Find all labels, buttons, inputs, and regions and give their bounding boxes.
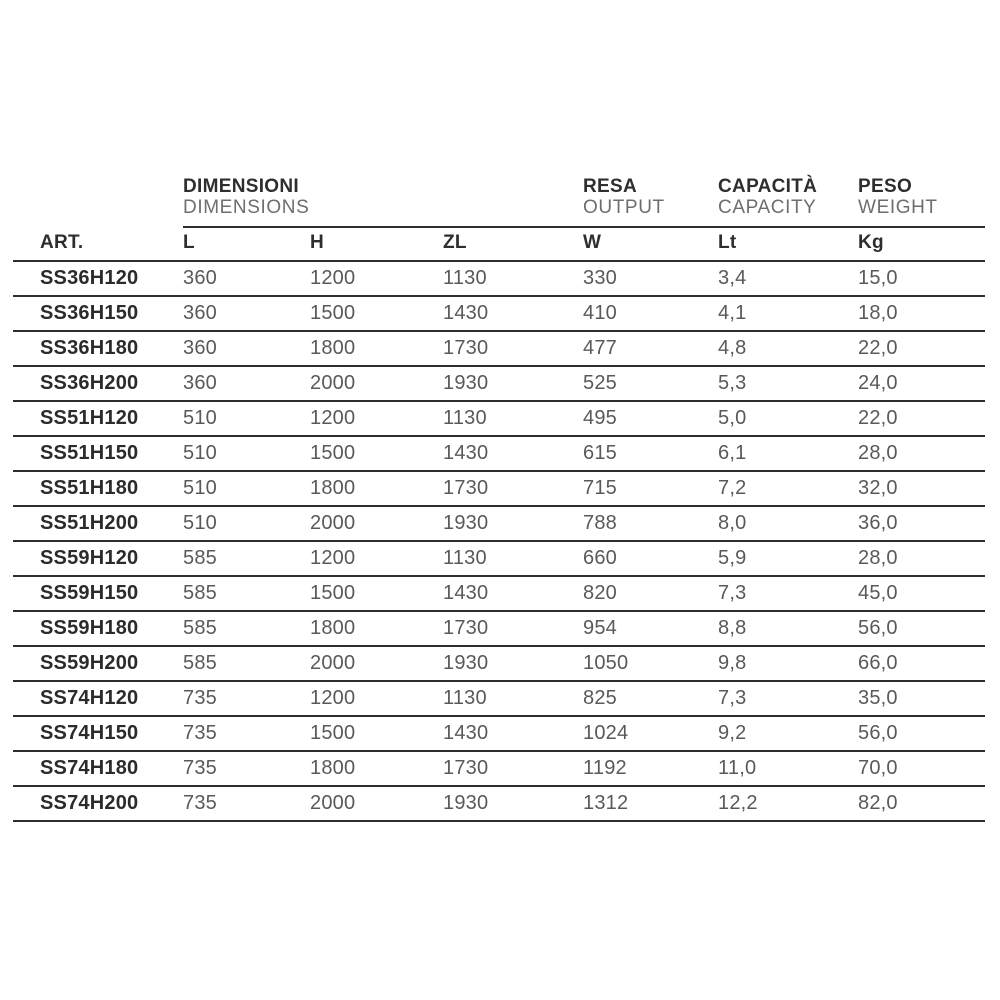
cell-h: 1800 bbox=[310, 331, 443, 366]
cell-h: 1500 bbox=[310, 576, 443, 611]
cell-kg: 24,0 bbox=[858, 366, 985, 401]
cell-w: 820 bbox=[583, 576, 718, 611]
cell-kg: 35,0 bbox=[858, 681, 985, 716]
cell-art: SS74H120 bbox=[13, 681, 183, 716]
cell-w: 954 bbox=[583, 611, 718, 646]
cell-l: 510 bbox=[183, 506, 310, 541]
cell-lt: 4,1 bbox=[718, 296, 858, 331]
cell-w: 1192 bbox=[583, 751, 718, 786]
cell-w: 660 bbox=[583, 541, 718, 576]
table-header bbox=[13, 172, 985, 261]
cell-l: 360 bbox=[183, 331, 310, 366]
cell-art: SS51H120 bbox=[13, 401, 183, 436]
cell-zl: 1430 bbox=[443, 576, 583, 611]
cell-art: SS59H120 bbox=[13, 541, 183, 576]
cell-lt: 7,3 bbox=[718, 681, 858, 716]
cell-lt: 5,0 bbox=[718, 401, 858, 436]
cell-zl: 1130 bbox=[443, 541, 583, 576]
group-header-dimensions-secondary: DIMENSIONS bbox=[183, 197, 310, 218]
cell-kg: 32,0 bbox=[858, 471, 985, 506]
column-header-w: W bbox=[583, 227, 718, 261]
table-row bbox=[13, 436, 985, 471]
cell-w: 1050 bbox=[583, 646, 718, 681]
cell-l: 585 bbox=[183, 541, 310, 576]
group-header-weight-primary: PESO bbox=[858, 176, 913, 197]
cell-h: 2000 bbox=[310, 646, 443, 681]
cell-lt: 12,2 bbox=[718, 786, 858, 821]
cell-art: SS36H120 bbox=[13, 261, 183, 296]
cell-w: 715 bbox=[583, 471, 718, 506]
table-row bbox=[13, 576, 985, 611]
cell-kg: 36,0 bbox=[858, 506, 985, 541]
cell-h: 1500 bbox=[310, 436, 443, 471]
column-header-zl: ZL bbox=[443, 227, 583, 261]
cell-zl: 1930 bbox=[443, 646, 583, 681]
cell-h: 1200 bbox=[310, 541, 443, 576]
group-header-capacity-primary: CAPACITÀ bbox=[718, 176, 818, 197]
cell-h: 1800 bbox=[310, 471, 443, 506]
cell-lt: 9,2 bbox=[718, 716, 858, 751]
cell-l: 360 bbox=[183, 261, 310, 296]
cell-zl: 1130 bbox=[443, 261, 583, 296]
table-row bbox=[13, 716, 985, 751]
cell-l: 735 bbox=[183, 681, 310, 716]
cell-kg: 56,0 bbox=[858, 611, 985, 646]
cell-h: 1800 bbox=[310, 751, 443, 786]
cell-art: SS74H150 bbox=[13, 716, 183, 751]
cell-w: 477 bbox=[583, 331, 718, 366]
group-header-capacity-secondary: CAPACITY bbox=[718, 197, 817, 218]
cell-kg: 28,0 bbox=[858, 436, 985, 471]
cell-w: 495 bbox=[583, 401, 718, 436]
table-row bbox=[13, 541, 985, 576]
cell-art: SS36H150 bbox=[13, 296, 183, 331]
cell-w: 525 bbox=[583, 366, 718, 401]
column-header-lt: Lt bbox=[718, 227, 858, 261]
cell-l: 510 bbox=[183, 471, 310, 506]
cell-h: 1800 bbox=[310, 611, 443, 646]
cell-h: 1200 bbox=[310, 261, 443, 296]
cell-l: 735 bbox=[183, 786, 310, 821]
cell-art: SS51H180 bbox=[13, 471, 183, 506]
cell-lt: 11,0 bbox=[718, 751, 858, 786]
cell-art: SS51H200 bbox=[13, 506, 183, 541]
column-header-l: L bbox=[183, 227, 310, 261]
cell-zl: 1430 bbox=[443, 716, 583, 751]
cell-w: 1024 bbox=[583, 716, 718, 751]
cell-w: 1312 bbox=[583, 786, 718, 821]
cell-kg: 22,0 bbox=[858, 401, 985, 436]
table-row bbox=[13, 401, 985, 436]
cell-art: SS51H150 bbox=[13, 436, 183, 471]
table-row bbox=[13, 751, 985, 786]
group-header-dimensions bbox=[183, 172, 583, 227]
cell-zl: 1730 bbox=[443, 331, 583, 366]
group-header-capacity bbox=[718, 172, 858, 227]
spec-table bbox=[13, 172, 985, 822]
cell-zl: 1430 bbox=[443, 296, 583, 331]
cell-art: SS59H180 bbox=[13, 611, 183, 646]
column-header-row bbox=[13, 227, 985, 261]
table-row bbox=[13, 471, 985, 506]
table-row bbox=[13, 366, 985, 401]
cell-zl: 1730 bbox=[443, 611, 583, 646]
cell-l: 510 bbox=[183, 401, 310, 436]
cell-lt: 5,9 bbox=[718, 541, 858, 576]
table-row bbox=[13, 261, 985, 296]
cell-kg: 56,0 bbox=[858, 716, 985, 751]
cell-kg: 15,0 bbox=[858, 261, 985, 296]
cell-zl: 1730 bbox=[443, 471, 583, 506]
cell-lt: 8,0 bbox=[718, 506, 858, 541]
table-row bbox=[13, 296, 985, 331]
cell-w: 825 bbox=[583, 681, 718, 716]
cell-zl: 1130 bbox=[443, 681, 583, 716]
cell-l: 735 bbox=[183, 716, 310, 751]
cell-l: 360 bbox=[183, 296, 310, 331]
cell-w: 410 bbox=[583, 296, 718, 331]
cell-lt: 7,2 bbox=[718, 471, 858, 506]
cell-h: 1500 bbox=[310, 296, 443, 331]
cell-lt: 3,4 bbox=[718, 261, 858, 296]
group-header-weight bbox=[858, 172, 985, 227]
cell-h: 2000 bbox=[310, 506, 443, 541]
cell-lt: 6,1 bbox=[718, 436, 858, 471]
cell-h: 1500 bbox=[310, 716, 443, 751]
cell-zl: 1730 bbox=[443, 751, 583, 786]
group-header-output bbox=[583, 172, 718, 227]
table-row bbox=[13, 786, 985, 821]
cell-zl: 1930 bbox=[443, 366, 583, 401]
cell-h: 2000 bbox=[310, 786, 443, 821]
group-header-row bbox=[13, 172, 985, 227]
cell-lt: 8,8 bbox=[718, 611, 858, 646]
group-header-weight-secondary: WEIGHT bbox=[858, 197, 938, 218]
cell-lt: 4,8 bbox=[718, 331, 858, 366]
table-row bbox=[13, 681, 985, 716]
cell-l: 585 bbox=[183, 646, 310, 681]
cell-art: SS59H150 bbox=[13, 576, 183, 611]
table-row bbox=[13, 646, 985, 681]
cell-l: 510 bbox=[183, 436, 310, 471]
cell-kg: 18,0 bbox=[858, 296, 985, 331]
cell-zl: 1130 bbox=[443, 401, 583, 436]
cell-l: 585 bbox=[183, 576, 310, 611]
cell-lt: 7,3 bbox=[718, 576, 858, 611]
cell-kg: 28,0 bbox=[858, 541, 985, 576]
cell-zl: 1430 bbox=[443, 436, 583, 471]
cell-art: SS74H200 bbox=[13, 786, 183, 821]
group-header-dimensions-primary: DIMENSIONI bbox=[183, 176, 299, 197]
column-header-kg: Kg bbox=[858, 227, 985, 261]
column-header-h: H bbox=[310, 227, 443, 261]
table-row bbox=[13, 331, 985, 366]
table-row bbox=[13, 506, 985, 541]
cell-art: SS59H200 bbox=[13, 646, 183, 681]
table-row bbox=[13, 611, 985, 646]
cell-kg: 70,0 bbox=[858, 751, 985, 786]
cell-art: SS36H180 bbox=[13, 331, 183, 366]
cell-h: 1200 bbox=[310, 681, 443, 716]
cell-kg: 82,0 bbox=[858, 786, 985, 821]
cell-lt: 5,3 bbox=[718, 366, 858, 401]
cell-kg: 22,0 bbox=[858, 331, 985, 366]
table-body bbox=[13, 261, 985, 821]
cell-l: 585 bbox=[183, 611, 310, 646]
cell-w: 615 bbox=[583, 436, 718, 471]
group-header-output-secondary: OUTPUT bbox=[583, 197, 665, 218]
cell-h: 2000 bbox=[310, 366, 443, 401]
cell-h: 1200 bbox=[310, 401, 443, 436]
cell-art: SS36H200 bbox=[13, 366, 183, 401]
cell-l: 735 bbox=[183, 751, 310, 786]
cell-l: 360 bbox=[183, 366, 310, 401]
cell-w: 330 bbox=[583, 261, 718, 296]
cell-kg: 45,0 bbox=[858, 576, 985, 611]
group-header-spacer bbox=[13, 172, 183, 227]
cell-art: SS74H180 bbox=[13, 751, 183, 786]
column-header-art: ART. bbox=[13, 227, 183, 261]
cell-kg: 66,0 bbox=[858, 646, 985, 681]
cell-zl: 1930 bbox=[443, 786, 583, 821]
cell-lt: 9,8 bbox=[718, 646, 858, 681]
group-header-output-primary: RESA bbox=[583, 176, 638, 197]
cell-w: 788 bbox=[583, 506, 718, 541]
cell-zl: 1930 bbox=[443, 506, 583, 541]
